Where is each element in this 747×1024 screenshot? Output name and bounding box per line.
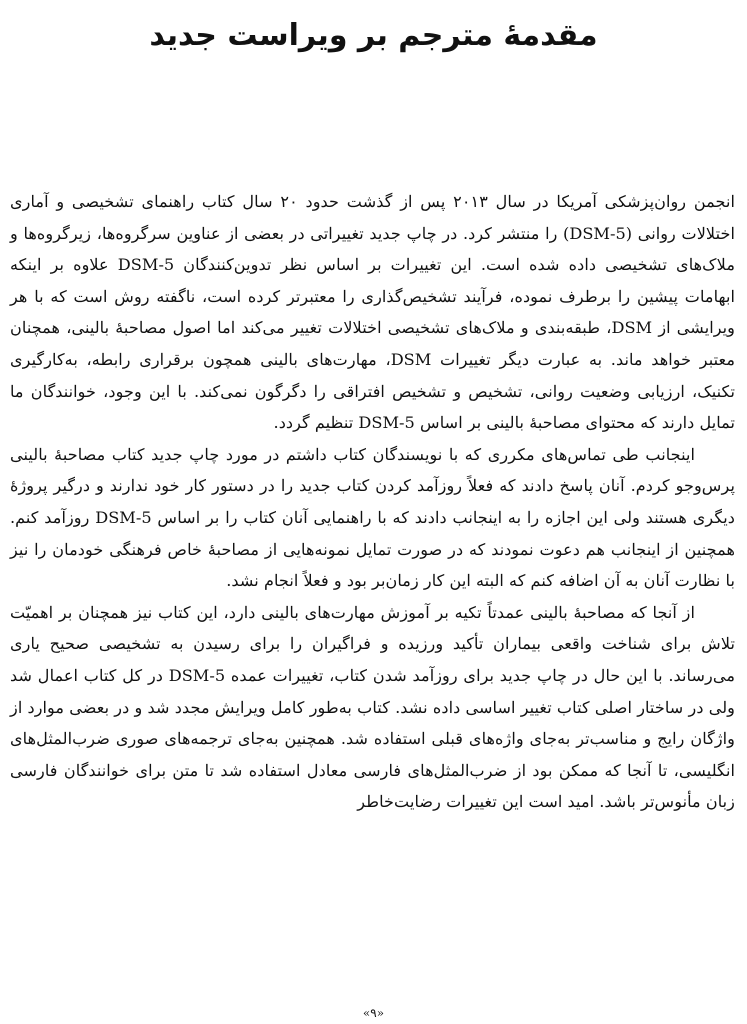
paragraph-2: اینجانب طی تماس‌های مکرری که با نویسندگان کتاب داشتم در مورد چاپ جدید کتاب مصاحبهٔ بالینی پرس‌وجو کردم. آنان پاسخ دادند که فعلاً روزآمد کردن کتاب جدید را در دستور کار خود ندارند و درگیر پروژهٔ دیگری هستند ولی این اجازه را به اینجانب دادند که با راهنمایی آنان کتاب را بر اساس DSM-5 روزآمد کنم. همچنین از اینجانب هم دعوت نمودند که در صورت تمایل نمونه‌هایی از مصاحبهٔ خاص فرهنگی خودمان را نیز با نظارت آنان به آن اضافه کنم که البته این کار زمان‌بر بود و فعلاً انجام نشد. — [10, 444, 735, 591]
page-number: «۹» — [362, 1006, 385, 1020]
page-title: مقدمهٔ مترجم بر ویراست جدید — [149, 18, 598, 53]
paragraph-3: از آنجا که مصاحبهٔ بالینی عمدتاً تکیه بر آموزش مهارت‌های بالینی دارد، این کتاب نیز همچنان بر اهمیّت تلاش برای شناخت واقعی بیماران تأکید ورزیده و فراگیران را برای رسیدن به تشخیصی صحیح یاری می‌رساند. با این حال در چاپ جدید برای روزآمد شدن کتاب، تغییرات عمده DSM-5 در کل کتاب اعمال شد ولی در ساختار اصلی کتاب تغییر اساسی داده نشد. کتاب به‌طور کامل ویرایش مجدد شد و در بعضی موارد از واژگان رایج و مناسب‌تر به‌جای واژه‌های قبلی استفاده شد. همچنین به‌جای ترجمه‌های صوری ضرب‌المثل‌های انگلیسی، تا آنجا که ممکن بود از ضرب‌المثل‌های فارسی معادل استفاده شد تا متن برای خوانندگان فارسی زبان مأنوس‌تر باشد. امید است این تغییرات رضایت‌خاطر — [10, 602, 735, 812]
paragraph-1: انجمن روان‌پزشکی آمریکا در سال ۲۰۱۳ پس از گذشت حدود ۲۰ سال کتاب راهنمای تشخیصی و آماری اختلالات روانی (DSM-5) را منتشر کرد. در چاپ جدید تغییراتی در بعضی از عناوین سرگروه‌ها، زیرگروه‌ها و ملاک‌های تشخیصی داده شده است. این تغییرات بر اساس نظر تدوین‌کنندگان DSM-5 علاوه بر اینکه ابهامات پیشین را برطرف نموده، فرآیند تشخیص‌گذاری را معتبرتر کرده است، ناگفته روش است که با هر ویرایشی از DSM، طبقه‌بندی و ملاک‌های تشخیصی اختلالات تغییر می‌کند اما اصول مصاحبهٔ بالینی، همچنان معتبر خواهد ماند. به عبارت دیگر تغییرات DSM، مهارت‌های بالینی همچون برقراری رابطه، به‌کارگیری تکنیک، ارزیابی وضعیت روانی، تشخیص و تشخیص افتراقی را دگرگون نمی‌کند. با این وجود، خوانندگان ما تمایل دارند که محتوای مصاحبهٔ بالینی بر اساس DSM-5 تنظیم گردد. — [10, 192, 735, 433]
body-text — [10, 186, 735, 818]
